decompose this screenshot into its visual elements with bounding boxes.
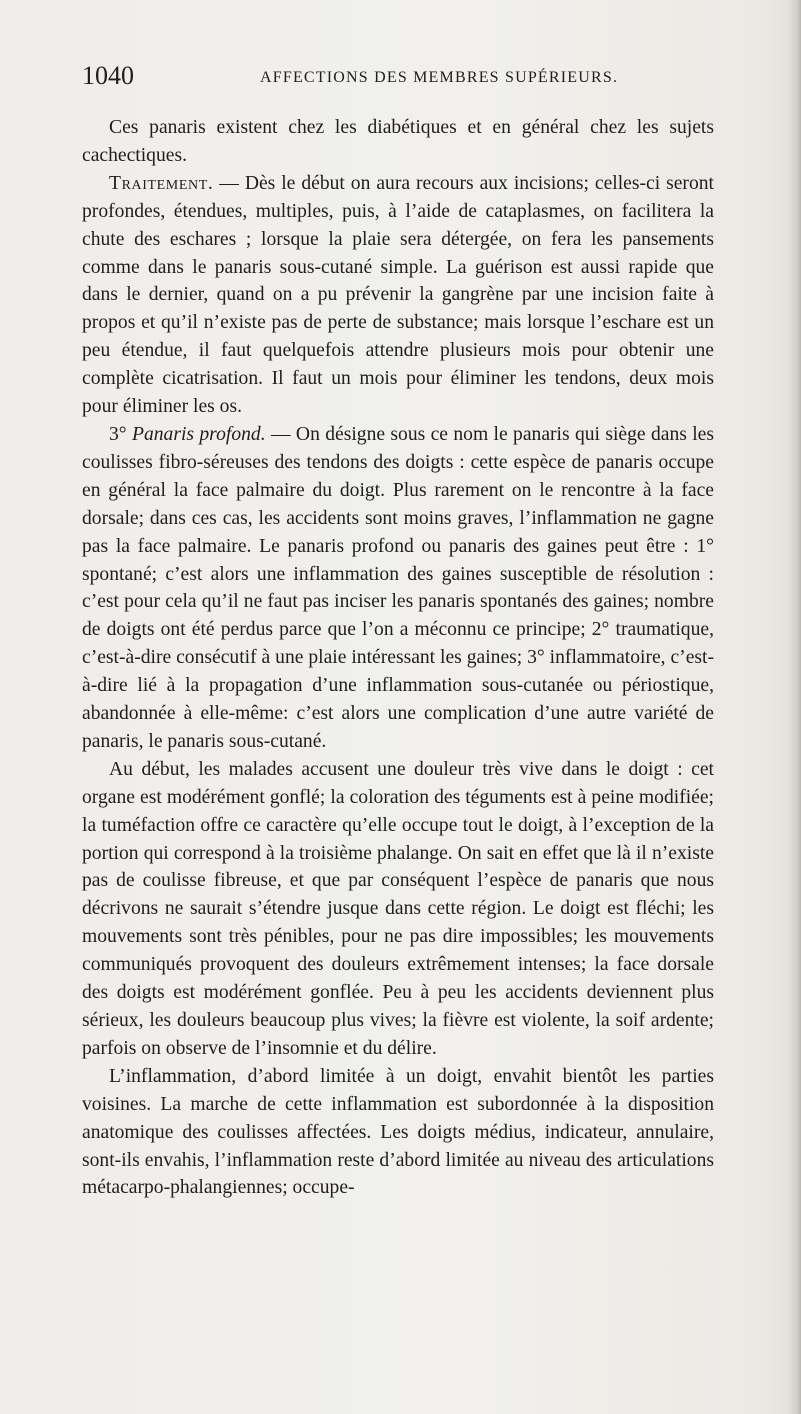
paragraph-diabetics [82, 114, 714, 170]
running-title: AFFECTIONS DES MEMBRES SUPÉRIEURS. [260, 69, 619, 86]
paragraph-inflammation [82, 1063, 714, 1203]
body-text [82, 114, 714, 1202]
page-header [82, 60, 722, 96]
section-text: — On désigne sous ce nom le panaris qui siège dans les coulisses fibro-séreuses des tendons des doigts : cette espèce de panaris occupe en général la face palmaire du doigt. Plus rarement on le rencontre à la face dorsale; dans ces cas, les accidents sont moins graves, l’inflammation ne gagne pas la face palmaire. Le panaris profond ou panaris des gaines peut être : 1° spontané; c’est alors une inflammation des gaines susceptible de résolution : c’est pour cela qu’il ne faut pas inciser les panaris spontanés des gaines; nombre de doigts ont été perdus parce que l’on a méconnu ce principe; 2° traumatique, c’est-à-dire consécutif à une plaie intéressant les gaines; 3° inflammatoire, c’est-à-dire lié à la propagation d’une inflammation sous-cutanée ou périostique, abandonnée à elle-même: c’est alors une complication d’une autre variété de panaris, le panaris sous-cutané. [82, 423, 714, 752]
paragraph-deep-whitlow [82, 421, 714, 756]
paragraph-treatment [82, 170, 714, 421]
treatment-label: Traitement. [109, 172, 214, 194]
paragraph-onset [82, 756, 714, 1063]
page-number: 1040 [82, 61, 134, 90]
treatment-text: — Dès le début on aura recours aux incisions; celles-ci seront profondes, étendues, multiples, puis, à l’aide de cataplasmes, on facilitera la chute des eschares ; lorsque la plaie sera détergée, on fera les pansements comme dans le panaris sous-cutané simple. La guérison est aussi rapide que dans le dernier, quand on a pu prévenir la gangrène par une incision faite à propos et qu’il n’existe pas de perte de substance; mais lorsque l’eschare est un peu étendue, il faut quelquefois attendre plusieurs mois pour obtenir une complète cicatrisation. Il faut un mois pour éliminer les tendons, deux mois pour éliminer les os. [82, 172, 714, 418]
page-edge-shadow [787, 0, 801, 1414]
section-title: Panaris profond. [131, 423, 266, 445]
paragraph-text: L’inflammation, d’abord limitée à un doigt, envahit bientôt les parties voisines. La marche de cette inflammation est subordonnée à la disposition anatomique des coulisses affectées. Les doigts médius, indicateur, annulaire, sont-ils envahis, l’inflammation reste d’abord limitée au niveau des articulations métacarpo-phalangiennes; occupe- [82, 1065, 714, 1199]
paragraph-text: Au début, les malades accusent une douleur très vive dans le doigt : cet organe est modérément gonflé; la coloration des téguments est à peine modifiée; la tuméfaction offre ce caractère qu’elle occupe tout le doigt, à l’exception de la portion qui correspond à la troisième phalange. On sait en effet que là il n’existe pas de coulisse fibreuse, et que par conséquent l’espèce de panaris que nous décrivons ne saurait s’étendre jusque dans cette région. Le doigt est fléchi; les mouvements sont très pénibles, pour ne pas dire impossibles; les mouvements communiqués provoquent des douleurs extrêmement intenses; la face dorsale des doigts est modérément gonflée. Peu à peu les accidents deviennent plus sérieux, les douleurs beaucoup plus vives; la fièvre est violente, la soif ardente; parfois on observe de l’insomnie et du délire. [82, 758, 714, 1059]
paragraph-text: Ces panaris existent chez les diabétiques et en général chez les sujets cachectiques. [82, 117, 714, 166]
section-number: 3° [109, 423, 132, 445]
